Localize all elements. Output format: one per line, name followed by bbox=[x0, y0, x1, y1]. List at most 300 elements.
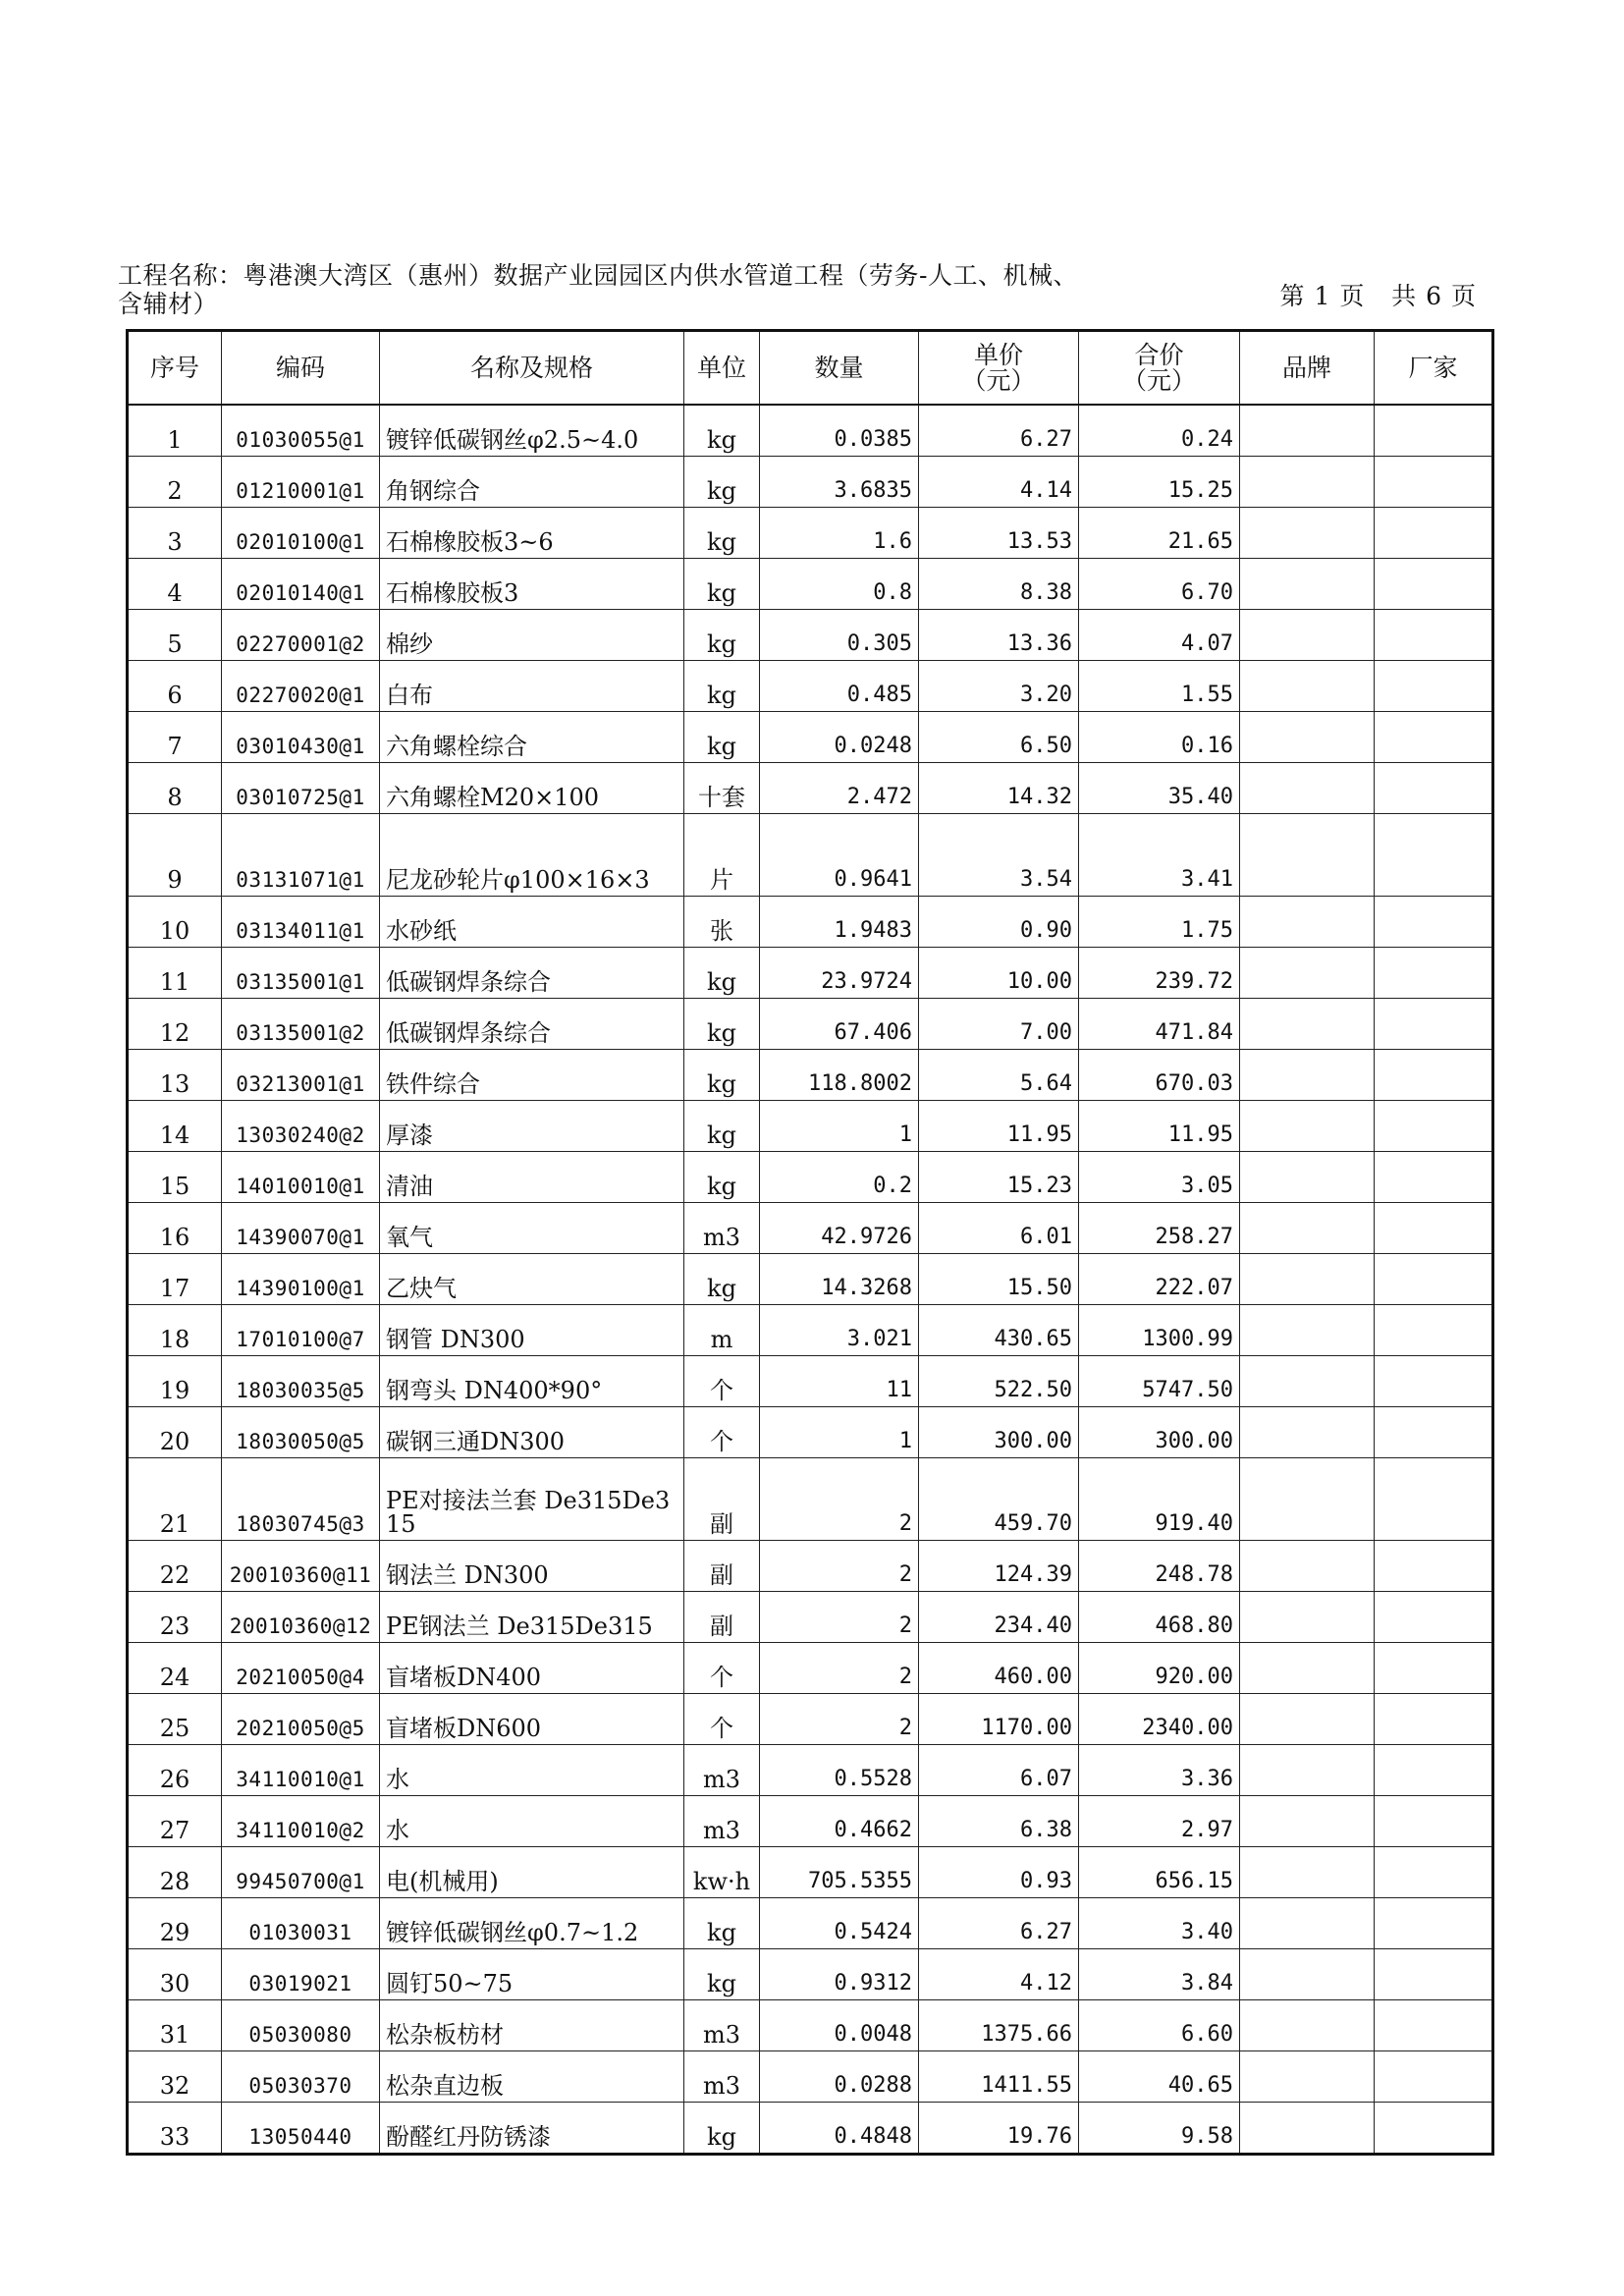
cell-no: 20 bbox=[128, 1407, 222, 1458]
cell-unit: kg bbox=[684, 508, 760, 559]
cell-unit: kg bbox=[684, 1152, 760, 1203]
table-row bbox=[128, 948, 1493, 999]
cell-name: 电(机械用) bbox=[380, 1847, 684, 1898]
cell-no: 30 bbox=[128, 1949, 222, 2000]
cell-qty: 0.0048 bbox=[760, 2000, 919, 2051]
cell-unit-price: 6.27 bbox=[919, 405, 1079, 457]
table-row bbox=[128, 508, 1493, 559]
cell-brand bbox=[1240, 948, 1375, 999]
cell-no: 26 bbox=[128, 1745, 222, 1796]
cell-brand bbox=[1240, 1541, 1375, 1592]
cell-brand bbox=[1240, 508, 1375, 559]
cell-brand bbox=[1240, 1847, 1375, 1898]
cell-name: 松杂板枋材 bbox=[380, 2000, 684, 2051]
cell-no: 13 bbox=[128, 1050, 222, 1101]
cell-total: 670.03 bbox=[1079, 1050, 1240, 1101]
cell-unit-price: 1170.00 bbox=[919, 1694, 1079, 1745]
table-row bbox=[128, 1643, 1493, 1694]
cell-total: 1.75 bbox=[1079, 897, 1240, 948]
cell-brand bbox=[1240, 1101, 1375, 1152]
cell-name: 铁件综合 bbox=[380, 1050, 684, 1101]
table-row bbox=[128, 1949, 1493, 2000]
cell-total: 258.27 bbox=[1079, 1203, 1240, 1254]
cell-unit: 十套 bbox=[684, 763, 760, 814]
cell-name: 水 bbox=[380, 1796, 684, 1847]
cell-name: 低碳钢焊条综合 bbox=[380, 999, 684, 1050]
cell-code: 02270020@1 bbox=[222, 661, 380, 712]
cell-no: 7 bbox=[128, 712, 222, 763]
cell-manufacturer bbox=[1375, 1356, 1493, 1407]
cell-no: 28 bbox=[128, 1847, 222, 1898]
cell-unit-price: 5.64 bbox=[919, 1050, 1079, 1101]
cell-unit: 个 bbox=[684, 1643, 760, 1694]
cell-no: 33 bbox=[128, 2103, 222, 2155]
cell-total: 6.60 bbox=[1079, 2000, 1240, 2051]
table-row bbox=[128, 1796, 1493, 1847]
table-row bbox=[128, 1407, 1493, 1458]
cell-brand bbox=[1240, 1152, 1375, 1203]
cell-qty: 0.485 bbox=[760, 661, 919, 712]
cell-code: 01030055@1 bbox=[222, 405, 380, 457]
cell-name: 水砂纸 bbox=[380, 897, 684, 948]
cell-total: 4.07 bbox=[1079, 610, 1240, 661]
cell-unit-price: 6.07 bbox=[919, 1745, 1079, 1796]
cell-brand bbox=[1240, 661, 1375, 712]
cell-total: 248.78 bbox=[1079, 1541, 1240, 1592]
table-row bbox=[128, 1694, 1493, 1745]
cell-code: 34110010@1 bbox=[222, 1745, 380, 1796]
cell-qty: 2 bbox=[760, 1541, 919, 1592]
cell-no: 18 bbox=[128, 1305, 222, 1356]
cell-total: 300.00 bbox=[1079, 1407, 1240, 1458]
cell-manufacturer bbox=[1375, 1541, 1493, 1592]
cell-code: 03131071@1 bbox=[222, 814, 380, 897]
cell-unit-price: 3.20 bbox=[919, 661, 1079, 712]
cell-unit-price: 6.27 bbox=[919, 1898, 1079, 1949]
cell-no: 29 bbox=[128, 1898, 222, 1949]
column-header-code: 编码 bbox=[222, 331, 380, 406]
cell-no: 25 bbox=[128, 1694, 222, 1745]
cell-brand bbox=[1240, 1796, 1375, 1847]
cell-name: 石棉橡胶板3 bbox=[380, 559, 684, 610]
cell-qty: 67.406 bbox=[760, 999, 919, 1050]
column-header-manufacturer: 厂家 bbox=[1375, 331, 1493, 406]
cell-qty: 0.0248 bbox=[760, 712, 919, 763]
cell-name: 氧气 bbox=[380, 1203, 684, 1254]
cell-no: 17 bbox=[128, 1254, 222, 1305]
cell-code: 03213001@1 bbox=[222, 1050, 380, 1101]
cell-manufacturer bbox=[1375, 1458, 1493, 1541]
cell-code: 17010100@7 bbox=[222, 1305, 380, 1356]
cell-name: 尼龙砂轮片φ100×16×3 bbox=[380, 814, 684, 897]
cell-manufacturer bbox=[1375, 1305, 1493, 1356]
cell-unit-price: 13.36 bbox=[919, 610, 1079, 661]
cell-manufacturer bbox=[1375, 948, 1493, 999]
cell-unit-price: 522.50 bbox=[919, 1356, 1079, 1407]
cell-name: 盲堵板DN600 bbox=[380, 1694, 684, 1745]
table-row bbox=[128, 559, 1493, 610]
table-row bbox=[128, 1745, 1493, 1796]
cell-qty: 705.5355 bbox=[760, 1847, 919, 1898]
cell-no: 4 bbox=[128, 559, 222, 610]
cell-qty: 0.0385 bbox=[760, 405, 919, 457]
cell-manufacturer bbox=[1375, 1254, 1493, 1305]
page-indicator: 第 1 页 共 6 页 bbox=[1279, 282, 1477, 310]
cell-code: 03135001@2 bbox=[222, 999, 380, 1050]
cell-brand bbox=[1240, 1949, 1375, 2000]
cell-no: 2 bbox=[128, 457, 222, 508]
cell-no: 10 bbox=[128, 897, 222, 948]
cell-unit-price: 300.00 bbox=[919, 1407, 1079, 1458]
table-row bbox=[128, 897, 1493, 948]
cell-total: 11.95 bbox=[1079, 1101, 1240, 1152]
cell-unit: kg bbox=[684, 1050, 760, 1101]
cell-code: 05030370 bbox=[222, 2051, 380, 2103]
cell-qty: 0.5528 bbox=[760, 1745, 919, 1796]
cell-unit-price: 10.00 bbox=[919, 948, 1079, 999]
table-row bbox=[128, 763, 1493, 814]
cell-total: 2.97 bbox=[1079, 1796, 1240, 1847]
cell-manufacturer bbox=[1375, 610, 1493, 661]
cell-unit-price: 1375.66 bbox=[919, 2000, 1079, 2051]
cell-total: 3.36 bbox=[1079, 1745, 1240, 1796]
column-header-no: 序号 bbox=[128, 331, 222, 406]
cell-manufacturer bbox=[1375, 1407, 1493, 1458]
cell-brand bbox=[1240, 1458, 1375, 1541]
cell-qty: 1 bbox=[760, 1101, 919, 1152]
cell-name: 水 bbox=[380, 1745, 684, 1796]
table-row bbox=[128, 1152, 1493, 1203]
cell-no: 19 bbox=[128, 1356, 222, 1407]
cell-qty: 2.472 bbox=[760, 763, 919, 814]
table-row bbox=[128, 1050, 1493, 1101]
cell-name: 六角螺栓综合 bbox=[380, 712, 684, 763]
cell-manufacturer bbox=[1375, 1050, 1493, 1101]
table-row bbox=[128, 610, 1493, 661]
cell-qty: 3.021 bbox=[760, 1305, 919, 1356]
cell-brand bbox=[1240, 897, 1375, 948]
cell-unit-price: 0.90 bbox=[919, 897, 1079, 948]
cell-manufacturer bbox=[1375, 1203, 1493, 1254]
cell-code: 02270001@2 bbox=[222, 610, 380, 661]
cell-unit-price: 13.53 bbox=[919, 508, 1079, 559]
cell-manufacturer bbox=[1375, 1898, 1493, 1949]
cell-manufacturer bbox=[1375, 814, 1493, 897]
cell-unit: 张 bbox=[684, 897, 760, 948]
table-header-row bbox=[128, 331, 1493, 406]
cell-unit: 个 bbox=[684, 1407, 760, 1458]
cell-code: 14010010@1 bbox=[222, 1152, 380, 1203]
cell-brand bbox=[1240, 1694, 1375, 1745]
cell-brand bbox=[1240, 763, 1375, 814]
cell-name: 镀锌低碳钢丝φ0.7~1.2 bbox=[380, 1898, 684, 1949]
cell-unit: m3 bbox=[684, 1745, 760, 1796]
cell-total: 3.05 bbox=[1079, 1152, 1240, 1203]
cell-unit-price: 15.50 bbox=[919, 1254, 1079, 1305]
table-row bbox=[128, 1203, 1493, 1254]
cell-no: 31 bbox=[128, 2000, 222, 2051]
cell-code: 01210001@1 bbox=[222, 457, 380, 508]
cell-unit: m bbox=[684, 1305, 760, 1356]
cell-manufacturer bbox=[1375, 457, 1493, 508]
cell-total: 1.55 bbox=[1079, 661, 1240, 712]
cell-code: 05030080 bbox=[222, 2000, 380, 2051]
cell-qty: 2 bbox=[760, 1643, 919, 1694]
cell-code: 13030240@2 bbox=[222, 1101, 380, 1152]
cell-name: 钢管 DN300 bbox=[380, 1305, 684, 1356]
cell-no: 9 bbox=[128, 814, 222, 897]
cell-total: 5747.50 bbox=[1079, 1356, 1240, 1407]
cell-no: 23 bbox=[128, 1592, 222, 1643]
cell-unit-price: 460.00 bbox=[919, 1643, 1079, 1694]
cell-unit-price: 8.38 bbox=[919, 559, 1079, 610]
cell-name: 石棉橡胶板3~6 bbox=[380, 508, 684, 559]
cell-name: 清油 bbox=[380, 1152, 684, 1203]
cell-code: 18030050@5 bbox=[222, 1407, 380, 1458]
cell-no: 11 bbox=[128, 948, 222, 999]
cell-unit-price: 430.65 bbox=[919, 1305, 1079, 1356]
cell-total: 222.07 bbox=[1079, 1254, 1240, 1305]
cell-code: 02010100@1 bbox=[222, 508, 380, 559]
cell-manufacturer bbox=[1375, 1592, 1493, 1643]
cell-total: 3.41 bbox=[1079, 814, 1240, 897]
cell-qty: 0.8 bbox=[760, 559, 919, 610]
cell-unit-price: 6.38 bbox=[919, 1796, 1079, 1847]
cell-no: 3 bbox=[128, 508, 222, 559]
cell-unit: 个 bbox=[684, 1356, 760, 1407]
cell-unit: m3 bbox=[684, 2051, 760, 2103]
cell-total: 656.15 bbox=[1079, 1847, 1240, 1898]
cell-manufacturer bbox=[1375, 1745, 1493, 1796]
cell-unit-price: 6.01 bbox=[919, 1203, 1079, 1254]
table-row bbox=[128, 1592, 1493, 1643]
cell-unit-price: 234.40 bbox=[919, 1592, 1079, 1643]
cell-unit: 副 bbox=[684, 1541, 760, 1592]
cell-unit: kg bbox=[684, 457, 760, 508]
table-row bbox=[128, 661, 1493, 712]
cell-manufacturer bbox=[1375, 661, 1493, 712]
cell-code: 02010140@1 bbox=[222, 559, 380, 610]
cell-unit: kg bbox=[684, 712, 760, 763]
table-row bbox=[128, 712, 1493, 763]
cell-name: 钢法兰 DN300 bbox=[380, 1541, 684, 1592]
cell-qty: 0.305 bbox=[760, 610, 919, 661]
cell-brand bbox=[1240, 1407, 1375, 1458]
cell-total: 35.40 bbox=[1079, 763, 1240, 814]
cell-no: 22 bbox=[128, 1541, 222, 1592]
cell-qty: 0.4848 bbox=[760, 2103, 919, 2155]
cell-brand bbox=[1240, 457, 1375, 508]
cell-qty: 1.9483 bbox=[760, 897, 919, 948]
cell-name: 白布 bbox=[380, 661, 684, 712]
cell-unit-price: 3.54 bbox=[919, 814, 1079, 897]
cell-code: 13050440 bbox=[222, 2103, 380, 2155]
cell-unit: kg bbox=[684, 661, 760, 712]
cell-brand bbox=[1240, 1203, 1375, 1254]
cell-brand bbox=[1240, 999, 1375, 1050]
cell-unit-price: 0.93 bbox=[919, 1847, 1079, 1898]
cell-unit: kg bbox=[684, 1101, 760, 1152]
cell-qty: 23.9724 bbox=[760, 948, 919, 999]
cell-brand bbox=[1240, 1643, 1375, 1694]
cell-name: 镀锌低碳钢丝φ2.5~4.0 bbox=[380, 405, 684, 457]
cell-brand bbox=[1240, 1050, 1375, 1101]
cell-no: 21 bbox=[128, 1458, 222, 1541]
cell-manufacturer bbox=[1375, 1847, 1493, 1898]
cell-total: 1300.99 bbox=[1079, 1305, 1240, 1356]
cell-code: 20010360@11 bbox=[222, 1541, 380, 1592]
cell-no: 14 bbox=[128, 1101, 222, 1152]
cell-qty: 3.6835 bbox=[760, 457, 919, 508]
cell-brand bbox=[1240, 1305, 1375, 1356]
cell-name: PE钢法兰 De315De315 bbox=[380, 1592, 684, 1643]
cell-code: 03134011@1 bbox=[222, 897, 380, 948]
cell-name: 棉纱 bbox=[380, 610, 684, 661]
cell-total: 9.58 bbox=[1079, 2103, 1240, 2155]
column-header-name: 名称及规格 bbox=[380, 331, 684, 406]
cell-unit: m3 bbox=[684, 1203, 760, 1254]
cell-qty: 0.2 bbox=[760, 1152, 919, 1203]
cell-total: 6.70 bbox=[1079, 559, 1240, 610]
cell-manufacturer bbox=[1375, 2103, 1493, 2155]
table-row bbox=[128, 1254, 1493, 1305]
cell-total: 239.72 bbox=[1079, 948, 1240, 999]
cell-manufacturer bbox=[1375, 2051, 1493, 2103]
cell-name: PE对接法兰套 De315De315 bbox=[380, 1458, 684, 1541]
cell-unit: kg bbox=[684, 2103, 760, 2155]
column-header-brand: 品牌 bbox=[1240, 331, 1375, 406]
cell-brand bbox=[1240, 2051, 1375, 2103]
cell-total: 471.84 bbox=[1079, 999, 1240, 1050]
cell-name: 低碳钢焊条综合 bbox=[380, 948, 684, 999]
cell-total: 919.40 bbox=[1079, 1458, 1240, 1541]
cell-total: 468.80 bbox=[1079, 1592, 1240, 1643]
cell-unit: m3 bbox=[684, 1796, 760, 1847]
cell-code: 03010430@1 bbox=[222, 712, 380, 763]
cell-qty: 2 bbox=[760, 1592, 919, 1643]
cell-no: 16 bbox=[128, 1203, 222, 1254]
cell-name: 钢弯头 DN400*90° bbox=[380, 1356, 684, 1407]
cell-brand bbox=[1240, 2000, 1375, 2051]
table-body bbox=[128, 405, 1493, 2155]
cell-brand bbox=[1240, 405, 1375, 457]
cell-name: 碳钢三通DN300 bbox=[380, 1407, 684, 1458]
cell-unit: 个 bbox=[684, 1694, 760, 1745]
table-row bbox=[128, 1847, 1493, 1898]
cell-unit: kg bbox=[684, 610, 760, 661]
cell-no: 24 bbox=[128, 1643, 222, 1694]
cell-unit-price: 459.70 bbox=[919, 1458, 1079, 1541]
cell-code: 03019021 bbox=[222, 1949, 380, 2000]
cell-unit-price: 7.00 bbox=[919, 999, 1079, 1050]
materials-table bbox=[126, 329, 1494, 2156]
cell-total: 21.65 bbox=[1079, 508, 1240, 559]
cell-unit-price: 6.50 bbox=[919, 712, 1079, 763]
cell-total: 15.25 bbox=[1079, 457, 1240, 508]
cell-no: 5 bbox=[128, 610, 222, 661]
cell-qty: 1 bbox=[760, 1407, 919, 1458]
cell-brand bbox=[1240, 1745, 1375, 1796]
cell-name: 六角螺栓M20×100 bbox=[380, 763, 684, 814]
table-row bbox=[128, 1898, 1493, 1949]
cell-brand bbox=[1240, 1898, 1375, 1949]
cell-name: 松杂直边板 bbox=[380, 2051, 684, 2103]
cell-qty: 0.9641 bbox=[760, 814, 919, 897]
cell-manufacturer bbox=[1375, 1694, 1493, 1745]
cell-qty: 14.3268 bbox=[760, 1254, 919, 1305]
cell-brand bbox=[1240, 814, 1375, 897]
cell-manufacturer bbox=[1375, 559, 1493, 610]
table-row bbox=[128, 457, 1493, 508]
cell-unit: kg bbox=[684, 559, 760, 610]
table-row bbox=[128, 2103, 1493, 2155]
cell-unit: kg bbox=[684, 1254, 760, 1305]
cell-unit: kg bbox=[684, 1898, 760, 1949]
column-header-qty: 数量 bbox=[760, 331, 919, 406]
table-row bbox=[128, 1356, 1493, 1407]
cell-unit-price: 1411.55 bbox=[919, 2051, 1079, 2103]
cell-code: 03010725@1 bbox=[222, 763, 380, 814]
cell-brand bbox=[1240, 2103, 1375, 2155]
column-header-total: 合价 （元） bbox=[1079, 331, 1240, 406]
cell-qty: 2 bbox=[760, 1458, 919, 1541]
cell-code: 20210050@4 bbox=[222, 1643, 380, 1694]
cell-total: 0.24 bbox=[1079, 405, 1240, 457]
cell-code: 99450700@1 bbox=[222, 1847, 380, 1898]
cell-code: 20210050@5 bbox=[222, 1694, 380, 1745]
cell-qty: 0.9312 bbox=[760, 1949, 919, 2000]
cell-total: 2340.00 bbox=[1079, 1694, 1240, 1745]
cell-total: 3.40 bbox=[1079, 1898, 1240, 1949]
cell-unit-price: 11.95 bbox=[919, 1101, 1079, 1152]
cell-qty: 0.4662 bbox=[760, 1796, 919, 1847]
table-row bbox=[128, 1101, 1493, 1152]
cell-manufacturer bbox=[1375, 999, 1493, 1050]
cell-unit: kg bbox=[684, 405, 760, 457]
cell-no: 32 bbox=[128, 2051, 222, 2103]
cell-code: 14390070@1 bbox=[222, 1203, 380, 1254]
cell-unit: kw·h bbox=[684, 1847, 760, 1898]
cell-brand bbox=[1240, 1592, 1375, 1643]
cell-qty: 0.5424 bbox=[760, 1898, 919, 1949]
project-title: 工程名称：粤港澳大湾区（惠州）数据产业园园区内供水管道工程（劳务-人工、机械、含辅材） bbox=[118, 261, 1078, 318]
cell-code: 34110010@2 bbox=[222, 1796, 380, 1847]
cell-unit: 片 bbox=[684, 814, 760, 897]
cell-manufacturer bbox=[1375, 1643, 1493, 1694]
cell-manufacturer bbox=[1375, 1152, 1493, 1203]
table-row bbox=[128, 405, 1493, 457]
cell-code: 18030745@3 bbox=[222, 1458, 380, 1541]
cell-unit: kg bbox=[684, 1949, 760, 2000]
cell-manufacturer bbox=[1375, 405, 1493, 457]
table-row bbox=[128, 1541, 1493, 1592]
cell-name: 盲堵板DN400 bbox=[380, 1643, 684, 1694]
table-row bbox=[128, 2051, 1493, 2103]
cell-unit-price: 15.23 bbox=[919, 1152, 1079, 1203]
cell-manufacturer bbox=[1375, 1101, 1493, 1152]
cell-brand bbox=[1240, 559, 1375, 610]
cell-no: 27 bbox=[128, 1796, 222, 1847]
cell-unit-price: 14.32 bbox=[919, 763, 1079, 814]
cell-brand bbox=[1240, 1356, 1375, 1407]
cell-code: 14390100@1 bbox=[222, 1254, 380, 1305]
cell-unit: kg bbox=[684, 999, 760, 1050]
cell-total: 3.84 bbox=[1079, 1949, 1240, 2000]
cell-qty: 2 bbox=[760, 1694, 919, 1745]
cell-code: 01030031 bbox=[222, 1898, 380, 1949]
cell-manufacturer bbox=[1375, 897, 1493, 948]
table-row bbox=[128, 814, 1493, 897]
